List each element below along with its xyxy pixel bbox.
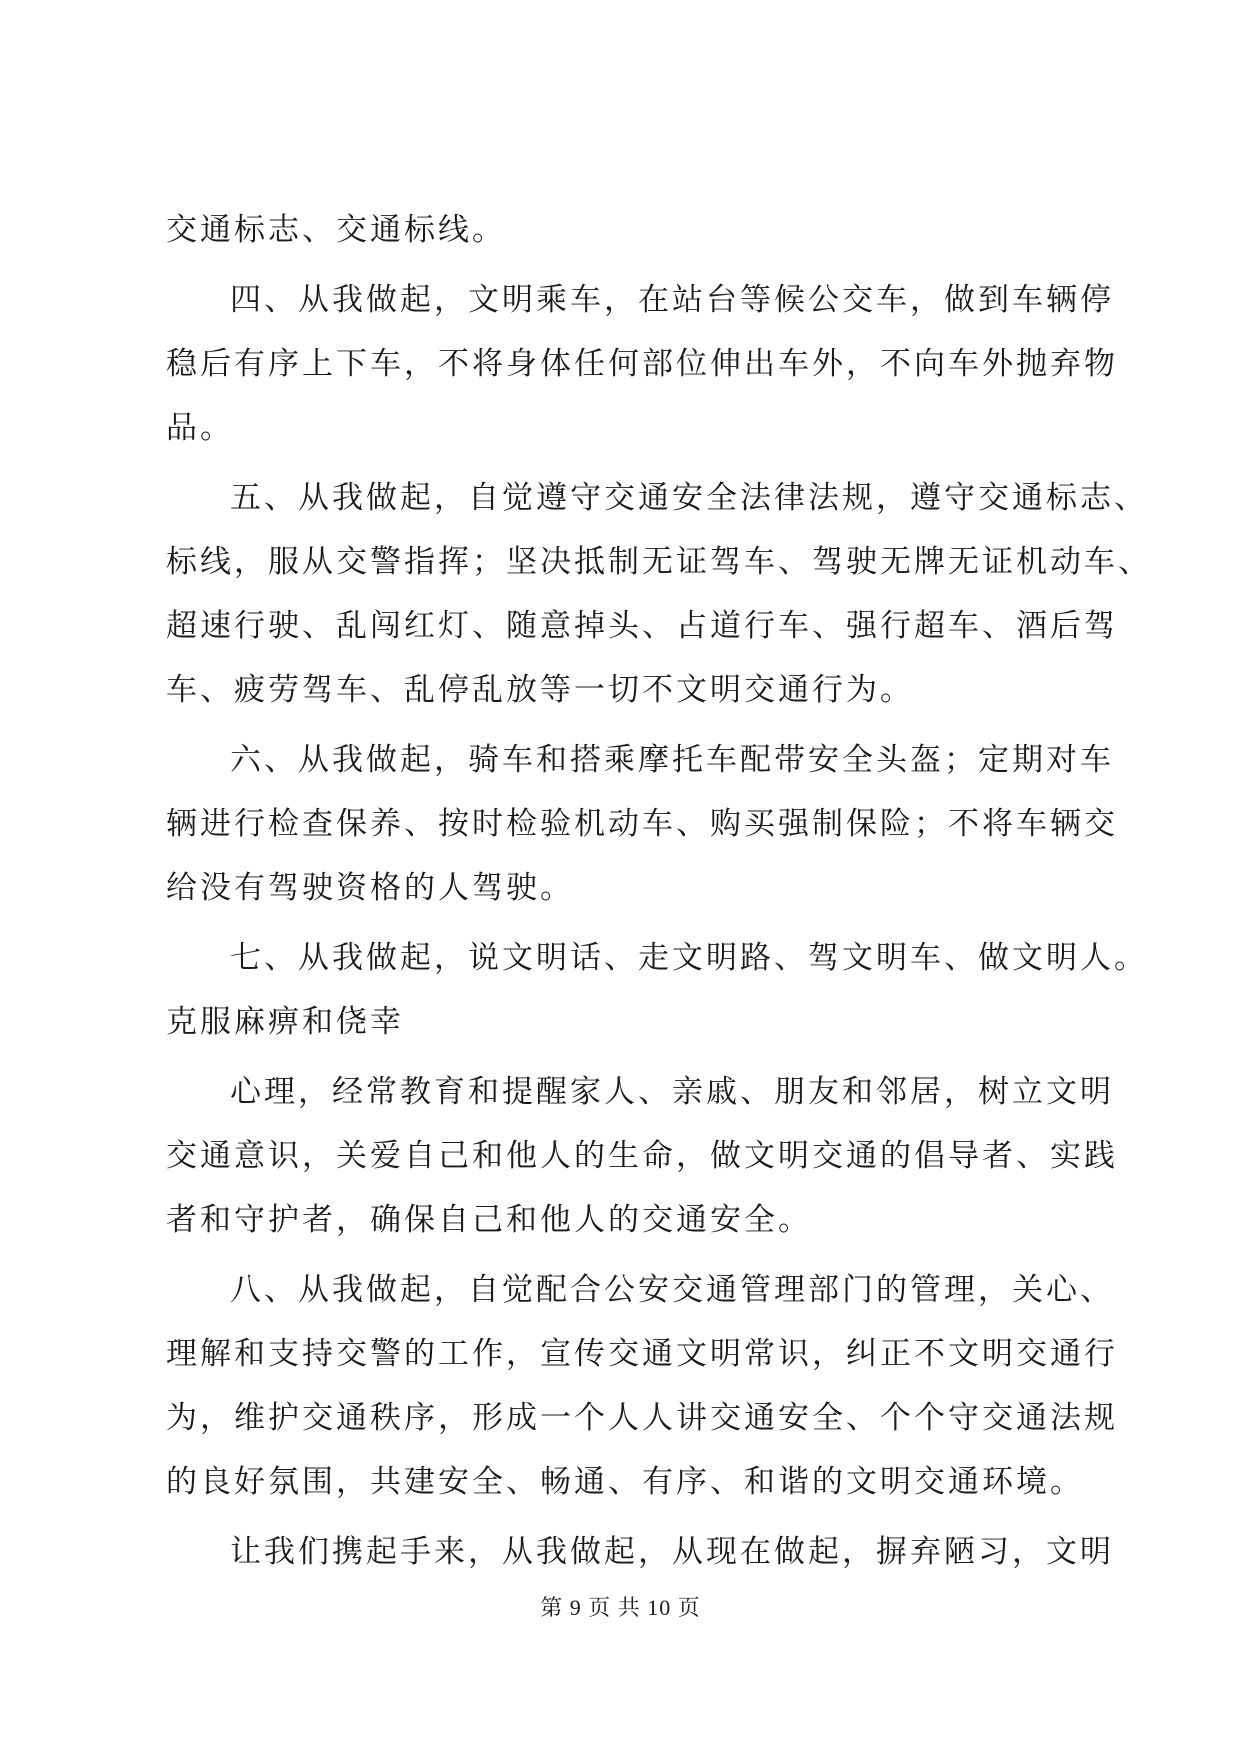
text-line: 超速行驶、乱闯红灯、随意掉头、占道行车、强行超车、酒后驾 <box>166 608 1118 644</box>
text-line: 克服麻痹和侥幸 <box>166 1004 404 1040</box>
text-line: 者和守护者，确保自己和他人的交通安全。 <box>166 1202 812 1238</box>
text-line: 给没有驾驶资格的人驾驶。 <box>166 870 574 906</box>
paragraph-4-first-line: 四、从我做起，文明乘车，在站台等候公交车，做到车辆停 <box>230 282 1114 318</box>
text-line: 辆进行检查保养、按时检验机动车、购买强制保险；不将车辆交 <box>166 806 1118 842</box>
paragraph-6-first-line: 六、从我做起，骑车和搭乘摩托车配带安全头盔；定期对车 <box>230 742 1114 778</box>
text-line: 的良好氛围，共建安全、畅通、有序、和谐的文明交通环境。 <box>166 1464 1084 1500</box>
text-line: 理解和支持交警的工作，宣传交通文明常识，纠正不文明交通行 <box>166 1336 1118 1372</box>
text-line: 交通标志、交通标线。 <box>166 212 506 248</box>
page-number-footer: 第 9 页 共 10 页 <box>540 1595 701 1620</box>
text-line: 车、疲劳驾车、乱停乱放等一切不文明交通行为。 <box>166 672 914 708</box>
text-line: 交通意识，关爱自己和他人的生命，做文明交通的倡导者、实践 <box>166 1138 1118 1174</box>
text-line: 稳后有序上下车，不将身体任何部位伸出车外，不向车外抛弃物 <box>166 346 1118 382</box>
text-line: 标线，服从交警指挥；坚决抵制无证驾车、驾驶无牌无证机动车、 <box>166 544 1152 580</box>
paragraph-7-first-line: 七、从我做起，说文明话、走文明路、驾文明车、做文明人。 <box>230 940 1148 976</box>
text-line: 品。 <box>166 410 234 446</box>
text-line: 为，维护交通秩序，形成一个人人讲交通安全、个个守交通法规 <box>166 1400 1118 1436</box>
paragraph-7-continued-first-line: 心理，经常教育和提醒家人、亲戚、朋友和邻居，树立文明 <box>230 1074 1114 1110</box>
closing-paragraph-first-line: 让我们携起手来，从我做起，从现在做起，摒弃陋习，文明 <box>230 1534 1114 1570</box>
paragraph-5-first-line: 五、从我做起，自觉遵守交通安全法律法规，遵守交通标志、 <box>230 480 1148 516</box>
paragraph-8-first-line: 八、从我做起，自觉配合公安交通管理部门的管理，关心、 <box>230 1272 1114 1308</box>
document-body <box>166 198 1152 1584</box>
